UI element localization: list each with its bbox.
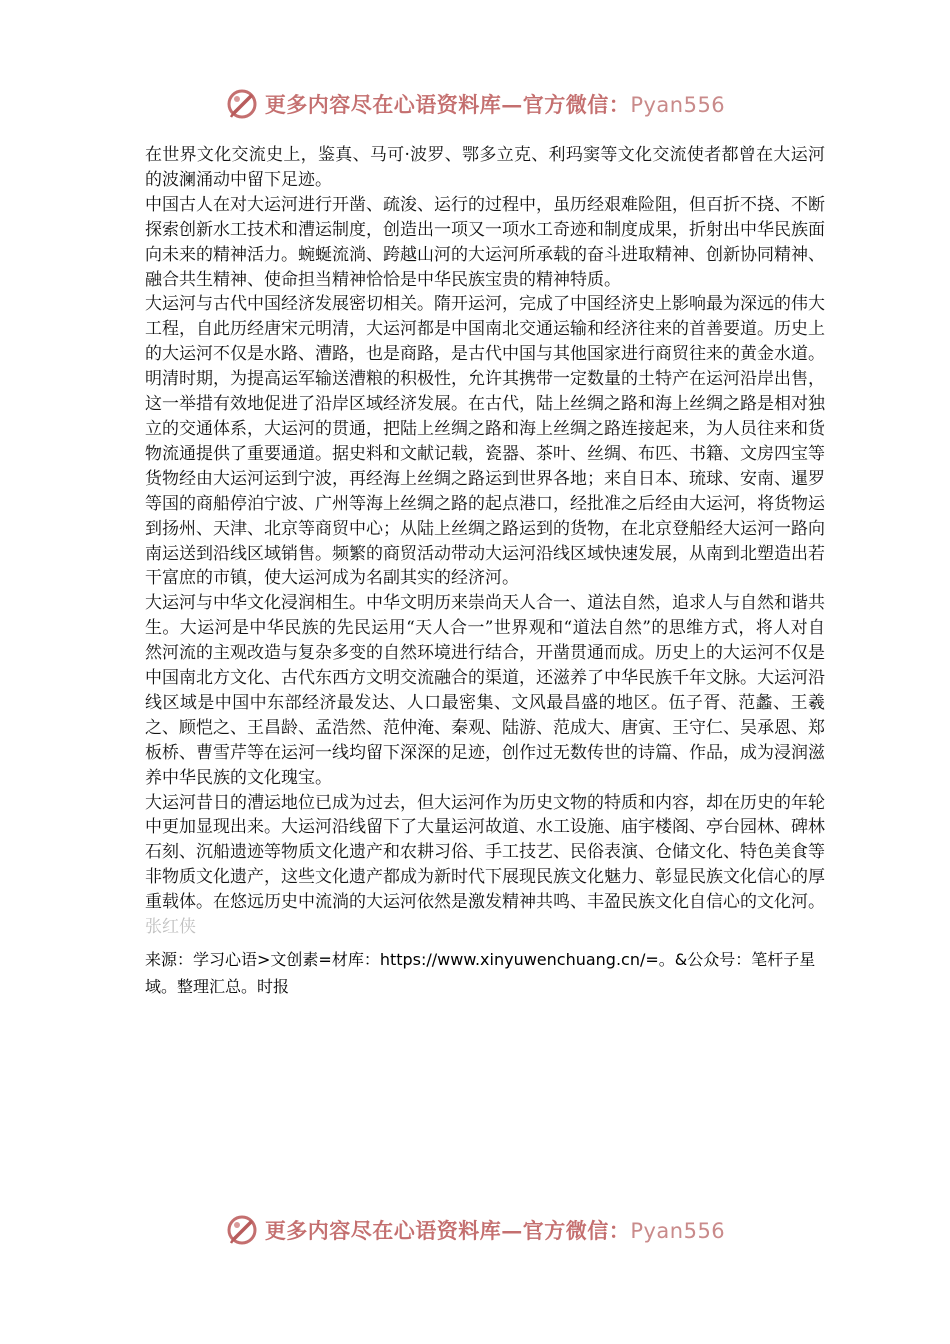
watermark-cn-text: 更多内容尽在心语资料库—官方微信： [264, 1218, 631, 1243]
paragraph-2: 中国古人在对大运河进行开凿、疏浚、运行的过程中，虽历经艰难险阻，但百折不挠、不断探索创新水工技术和漕运制度，创造出一项又一项水工奇迹和制度成果，折射出中华民族面向未来的精神活力。蜿蜒流淌、跨越山河的大运河所承载的奋斗进取精神、创新协同精神、融合共生精神、使命担当精神恰恰是中华民族宝贵的精神特质。 [145, 194, 825, 290]
brush-pen-logo-icon [225, 87, 259, 121]
paragraph-3: 大运河与古代中国经济发展密切相关。隋开运河，完成了中国经济史上影响最为深远的伟大工程，自此历经唐宋元明清，大运河都是中国南北交通运输和经济往来的首善要道。历史上的大运河不仅是水路、漕路，也是商路，是古代中国与其他国家进行商贸往来的黄金水道。 [145, 294, 825, 365]
watermark-wechat-id: Pyan556 [630, 1219, 726, 1243]
paragraph-4: 明清时期，为提高运军输送漕粮的积极性，允许其携带一定数量的土特产在运河沿岸出售，这一举措有效地促进了沿岸区域经济发展。在古代，陆上丝绸之路和海上丝绸之路是相对独立的交通体系，大运河的贯通，把陆上丝绸之路和海上丝绸之路连接起来，为人员往来和货物流通提供了重要通道。据史料和文献记载，瓷器、茶叶、丝绸、布匹、书籍、文房四宝等货物经由大运河运到宁波，再经海上丝绸之路运到世界各地；来自日本、琉球、安南、暹罗等国的商船停泊宁波、广州等海上丝绸之路的起点港口，经批准之后经由大运河，将货物运到扬州、天津、北京等商贸中心；从陆上丝绸之路运到的货物，在北京登船经大运河一路向南运送到沿线区域销售。频繁的商贸活动带动大运河沿线区域快速发展，从南到北塑造出若干富庶的市镇，使大运河成为名副其实的经济河。 [145, 369, 825, 589]
watermark-text [265, 1215, 725, 1245]
paragraph-5: 大运河与中华文化浸润相生。中华文明历来崇尚天人合一、道法自然，追求人与自然和谐共生。大运河是中华民族的先民运用“天人合一”世界观和“道法自然”的思维方式，将人对自然河流的主观改造与复杂多变的自然环境进行结合，开凿贯通而成。历史上的大运河不仅是中国南北方文化、古代东西方文明交流融合的渠道，还滋养了中华民族千年文脉。大运河沿线区域是中国中东部经济最发达、人口最密集、文风最昌盛的地区。伍子胥、范蠡、王羲之、顾恺之、王昌龄、孟浩然、范仲淹、秦观、陆游、范成大、唐寅、王守仁、吴承恩、郑板桥、曹雪芹等在运河一线均留下深深的足迹，创作过无数传世的诗篇、作品，成为浸润滋养中华民族的文化瑰宝。 [145, 593, 825, 788]
watermark-wechat-id: Pyan556 [630, 93, 726, 117]
author-name: 张红侠 [145, 917, 196, 938]
footer-watermark [0, 1208, 950, 1252]
source-note: 来源：学习心语>文创素=材库：https://www.xinyuwenchuang.cn/=。&公众号：笔杆子星域。整理汇总。时报 [145, 950, 816, 996]
brush-pen-logo-icon [225, 1213, 259, 1247]
paragraph-6: 大运河昔日的漕运地位已成为过去，但大运河作为历史文物的特质和内容，却在历史的年轮中更加显现出来。大运河沿线留下了大量运河故道、水工设施、庙宇楼阁、亭台园林、碑林石刻、沉船遗迹等物质文化遗产和农耕习俗、手工技艺、民俗表演、仓储文化、特色美食等非物质文化遗产，这些文化遗产都成为新时代下展现民族文化魅力、彰显民族文化信心的厚重载体。在悠远历史中流淌的大运河依然是激发精神共鸣、丰盈民族文化自信心的文化河。 [145, 792, 825, 913]
article-body [145, 143, 825, 1000]
watermark-cn-text: 更多内容尽在心语资料库—官方微信： [264, 92, 631, 117]
watermark-text [265, 89, 725, 119]
paragraph-1: 在世界文化交流史上，鉴真、马可·波罗、鄂多立克、利玛窦等文化交流使者都曾在大运河的波澜涌动中留下足迹。 [145, 145, 825, 190]
header-watermark [0, 82, 950, 126]
